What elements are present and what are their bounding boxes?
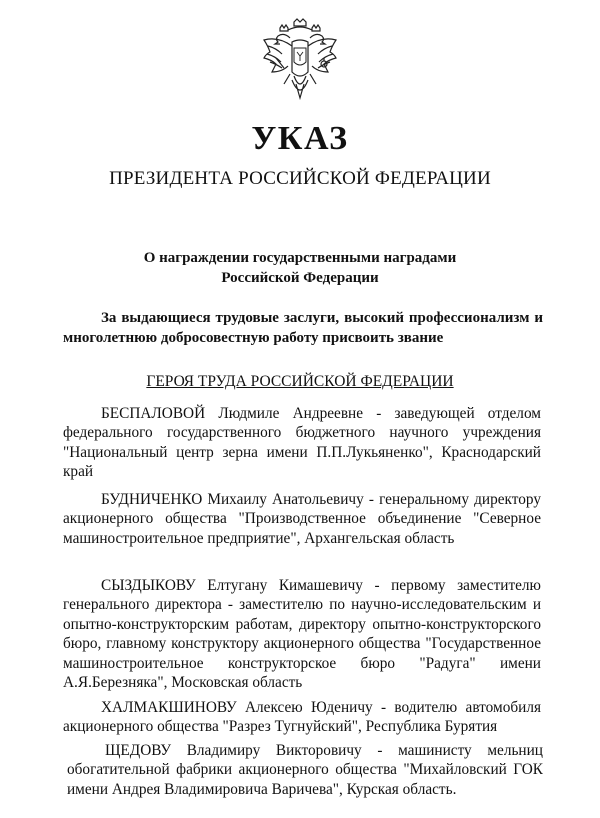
awardee-name: СЫЗДЫКОВУ Елтугану Кимашевичу: [101, 577, 363, 594]
awardee-name: ХАЛМАКШИНОВУ Алексею Юденичу: [101, 699, 373, 716]
awardee-description: - водителю автомобиля акционерного общества "Разрез Тугнуйский", Республика Бурятия: [63, 699, 541, 736]
decree-heading-line2: Российской Федерации: [221, 270, 379, 286]
awardee-paragraph: [67, 741, 543, 799]
awardee-description: - первому заместителю генерального директора - заместителю по научно-исследовательским и опытно-конструкторским работам, директору опытно-конструкторского бюро, главному конструктору акционерного общества "Государственное машиностроительное конструкторское бюро "Радуга" имени А.Я.Березняка", Московская область: [63, 577, 541, 692]
awardee-paragraph: [63, 698, 541, 737]
awardee-paragraph: [63, 404, 541, 482]
document-subtitle: ПРЕЗИДЕНТА РОССИЙСКОЙ ФЕДЕРАЦИИ: [109, 168, 491, 189]
document-title: УКАЗ: [251, 120, 349, 157]
coat-of-arms-icon: [262, 18, 338, 102]
award-title: ГЕРОЯ ТРУДА РОССИЙСКОЙ ФЕДЕРАЦИИ: [146, 373, 454, 390]
awardee-name: ЩЕДОВУ Владимиру Викторовичу: [105, 742, 362, 759]
awardee-description: - заведующей отделом федерального государственного бюджетного научного учреждения "Национальный центр зерна имени П.П.Лукьяненко", Краснодарский край: [63, 405, 541, 481]
awardee-name: БУДНИЧЕНКО Михаилу Анатольевичу: [101, 491, 364, 508]
decree-heading-line1: О награждении государственными наградами: [143, 250, 457, 266]
awardee-paragraph: [63, 576, 541, 692]
intro-paragraph: За выдающиеся трудовые заслуги, высокий профессионализм и многолетнюю добросовестную работу присвоить звание: [63, 310, 543, 346]
awardee-description: - генеральному директору акционерного общества "Производственное объединение "Северное машиностроительное предприятие", Архангельская область: [63, 491, 541, 547]
awardee-paragraph: [63, 490, 541, 548]
awardee-description: - машинисту мельниц обогатительной фабрики акционерного общества "Михайловский ГОК имени Андрея Владимировича Варичева", Курская область.: [67, 742, 543, 798]
decree-heading: [0, 248, 600, 288]
awardee-name: БЕСПАЛОВОЙ Людмиле Андреевне: [101, 405, 364, 422]
